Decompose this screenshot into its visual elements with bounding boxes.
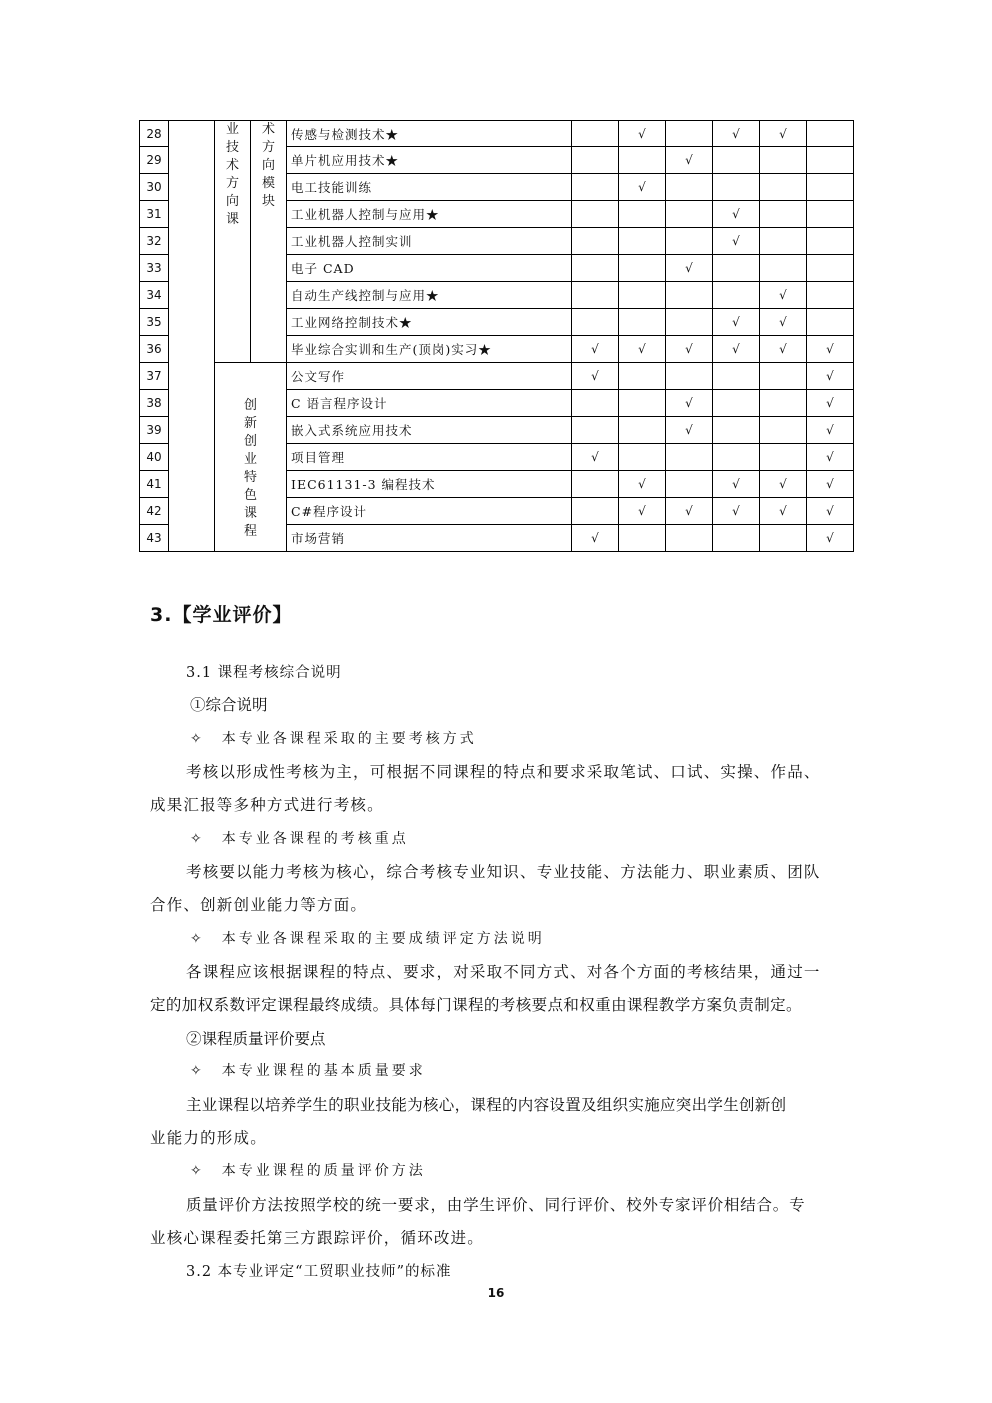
- row-number-cell: 37: [140, 363, 169, 390]
- group-label-direction-module-char: 术: [261, 122, 275, 137]
- check-mark-cell: √: [666, 417, 713, 444]
- empty-cell: [619, 282, 666, 309]
- subsection-3-1-title: 3.1 课程考核综合说明: [186, 665, 342, 681]
- section-heading: 3.【学业评价】: [150, 604, 293, 626]
- course-name-cell: 工业机器人控制实训: [287, 228, 572, 255]
- empty-cell: [572, 417, 619, 444]
- empty-cell: [807, 147, 854, 174]
- course-name-cell: 电工技能训练: [287, 174, 572, 201]
- paragraph-2-line-2: 合作、创新创业能力等方面。: [150, 896, 368, 914]
- group-label-innovation-char: 特: [243, 470, 257, 485]
- diamond-point-3: ✧ 本专业各课程采取的主要成绩评定方法说明: [190, 931, 545, 947]
- check-mark-cell: √: [619, 498, 666, 525]
- empty-cell: [666, 282, 713, 309]
- check-mark-cell: √: [807, 417, 854, 444]
- diamond-point-4: ✧ 本专业课程的基本质量要求: [190, 1063, 426, 1079]
- course-name-cell: 毕业综合实训和生产(顶岗)实习★: [287, 336, 572, 363]
- empty-cell: [713, 282, 760, 309]
- paragraph-1-line-1: 考核以形成性考核为主，可根据不同课程的特点和要求采取笔试、口试、实操、作品、: [186, 763, 821, 781]
- course-matrix-table: [139, 120, 854, 552]
- check-mark-cell: √: [572, 525, 619, 552]
- row-number-cell: 40: [140, 444, 169, 471]
- group-label-direction-module: [251, 121, 287, 363]
- group-label-direction-module-char: 模: [261, 176, 275, 191]
- check-mark-cell: √: [619, 471, 666, 498]
- row-number-cell: 28: [140, 121, 169, 147]
- empty-cell: [760, 417, 807, 444]
- course-name-cell: 公文写作: [287, 363, 572, 390]
- group-label-innovation-char: 新: [243, 416, 257, 431]
- empty-cell: [760, 444, 807, 471]
- paragraph-4-line-2: 业能力的形成。: [150, 1129, 267, 1147]
- empty-cell: [760, 147, 807, 174]
- empty-cell: [666, 471, 713, 498]
- check-mark-cell: √: [760, 309, 807, 336]
- paragraph-4-line-1: 主业课程以培养学生的职业技能为核心，课程的内容设置及组织实施应突出学生创新创: [186, 1096, 787, 1114]
- paragraph-3-line-1: 各课程应该根据课程的特点、要求，对采取不同方式、对各个方面的考核结果，通过一: [186, 963, 821, 981]
- check-mark-cell: √: [713, 336, 760, 363]
- empty-cell: [760, 255, 807, 282]
- empty-cell: [572, 498, 619, 525]
- item-1-title: ①综合说明: [190, 696, 268, 714]
- check-mark-cell: √: [666, 390, 713, 417]
- paragraph-5-line-1: 质量评价方法按照学校的统一要求，由学生评价、同行评价、校外专家评价相结合。专: [186, 1196, 806, 1214]
- table-row: [140, 363, 854, 390]
- check-mark-cell: √: [760, 498, 807, 525]
- row-number-cell: 33: [140, 255, 169, 282]
- empty-cell: [713, 255, 760, 282]
- row-number-cell: 42: [140, 498, 169, 525]
- check-mark-cell: √: [760, 336, 807, 363]
- empty-cell: [619, 363, 666, 390]
- empty-cell: [619, 390, 666, 417]
- check-mark-cell: √: [666, 498, 713, 525]
- check-mark-cell: √: [713, 201, 760, 228]
- group-label-innovation-char: 程: [243, 524, 257, 539]
- empty-cell: [619, 444, 666, 471]
- group-label-direction-module-char: 向: [261, 158, 275, 173]
- group-label-direction-module-char: 块: [261, 194, 275, 209]
- check-mark-cell: √: [572, 363, 619, 390]
- empty-cell: [760, 174, 807, 201]
- course-name-cell: 工业机器人控制与应用★: [287, 201, 572, 228]
- empty-cell: [713, 174, 760, 201]
- check-mark-cell: √: [807, 471, 854, 498]
- row-number-cell: 39: [140, 417, 169, 444]
- row-number-cell: 38: [140, 390, 169, 417]
- empty-cell: [807, 309, 854, 336]
- empty-cell: [760, 201, 807, 228]
- empty-cell: [666, 363, 713, 390]
- course-name-cell: 嵌入式系统应用技术: [287, 417, 572, 444]
- empty-cell: [713, 417, 760, 444]
- group-label-innovation-char: 业: [243, 452, 257, 467]
- empty-cell: [666, 201, 713, 228]
- group-label-tech-direction-char: 术: [225, 158, 239, 173]
- row-number-cell: 34: [140, 282, 169, 309]
- check-mark-cell: √: [760, 121, 807, 147]
- course-name-cell: 市场营销: [287, 525, 572, 552]
- check-mark-cell: √: [807, 444, 854, 471]
- check-mark-cell: √: [760, 471, 807, 498]
- empty-cell: [713, 390, 760, 417]
- empty-cell: [619, 525, 666, 552]
- empty-cell: [807, 174, 854, 201]
- empty-cell: [666, 309, 713, 336]
- empty-cell: [760, 363, 807, 390]
- empty-cell: [760, 228, 807, 255]
- group-label-tech-direction-char: 向: [225, 194, 239, 209]
- empty-cell: [619, 228, 666, 255]
- empty-cell: [619, 201, 666, 228]
- course-name-cell: C#程序设计: [287, 498, 572, 525]
- course-name-cell: 工业网络控制技术★: [287, 309, 572, 336]
- table-row: [140, 121, 854, 147]
- empty-cell: [807, 201, 854, 228]
- course-name-cell: C 语言程序设计: [287, 390, 572, 417]
- group-label-direction-module-char: 方: [261, 140, 275, 155]
- empty-cell: [572, 255, 619, 282]
- group-label-tech-direction: [215, 121, 251, 363]
- check-mark-cell: √: [713, 121, 760, 147]
- row-number-cell: 43: [140, 525, 169, 552]
- group-label-tech-direction-char: 技: [225, 140, 239, 155]
- course-name-cell: 电子 CAD: [287, 255, 572, 282]
- check-mark-cell: √: [619, 121, 666, 147]
- group-label-innovation-char: 创: [243, 398, 257, 413]
- row-number-cell: 35: [140, 309, 169, 336]
- empty-cell: [760, 390, 807, 417]
- check-mark-cell: √: [807, 363, 854, 390]
- check-mark-cell: √: [572, 444, 619, 471]
- group-label-tech-direction-char: 方: [225, 176, 239, 191]
- diamond-point-2: ✧ 本专业各课程的考核重点: [190, 831, 409, 847]
- check-mark-cell: √: [619, 174, 666, 201]
- group-label-innovation-char: 创: [243, 434, 257, 449]
- empty-cell: [619, 255, 666, 282]
- empty-cell: [666, 525, 713, 552]
- empty-cell: [666, 174, 713, 201]
- empty-cell: [572, 309, 619, 336]
- empty-cell: [619, 147, 666, 174]
- item-2-title: ②课程质量评价要点: [186, 1030, 326, 1048]
- check-mark-cell: √: [807, 498, 854, 525]
- paragraph-1-line-2: 成果汇报等多种方式进行考核。: [150, 796, 384, 814]
- group-label-innovation-char: 色: [243, 488, 257, 503]
- diamond-point-1: ✧ 本专业各课程采取的主要考核方式: [190, 731, 477, 747]
- empty-cell: [619, 309, 666, 336]
- empty-cell: [619, 417, 666, 444]
- empty-cell: [572, 282, 619, 309]
- row-number-cell: 30: [140, 174, 169, 201]
- course-name-cell: IEC61131-3 编程技术: [287, 471, 572, 498]
- course-name-cell: 传感与检测技术★: [287, 121, 572, 147]
- empty-cell: [807, 228, 854, 255]
- group-label-innovation-char: 课: [243, 506, 257, 521]
- check-mark-cell: √: [666, 255, 713, 282]
- subsection-3-2-title: 3.2 本专业评定“工贸职业技师”的标准: [186, 1264, 452, 1280]
- check-mark-cell: √: [807, 525, 854, 552]
- check-mark-cell: √: [807, 336, 854, 363]
- group-label-innovation: [215, 363, 287, 552]
- group-label-tech-direction-char: 业: [225, 122, 239, 137]
- category-cell-blank: [169, 121, 215, 552]
- empty-cell: [713, 147, 760, 174]
- check-mark-cell: √: [760, 282, 807, 309]
- empty-cell: [666, 121, 713, 147]
- empty-cell: [572, 471, 619, 498]
- empty-cell: [572, 121, 619, 147]
- row-number-cell: 31: [140, 201, 169, 228]
- empty-cell: [572, 228, 619, 255]
- paragraph-2-line-1: 考核要以能力考核为核心，综合考核专业知识、专业技能、方法能力、职业素质、团队: [186, 863, 821, 881]
- course-name-cell: 单片机应用技术★: [287, 147, 572, 174]
- row-number-cell: 29: [140, 147, 169, 174]
- course-name-cell: 自动生产线控制与应用★: [287, 282, 572, 309]
- empty-cell: [807, 282, 854, 309]
- page-number: 16: [487, 1286, 505, 1300]
- empty-cell: [760, 525, 807, 552]
- row-number-cell: 41: [140, 471, 169, 498]
- empty-cell: [666, 228, 713, 255]
- empty-cell: [572, 390, 619, 417]
- empty-cell: [572, 147, 619, 174]
- paragraph-3-line-2: 定的加权系数评定课程最终成绩。具体每门课程的考核要点和权重由课程教学方案负责制定。: [150, 996, 802, 1014]
- group-label-tech-direction-char: 课: [225, 212, 239, 227]
- check-mark-cell: √: [666, 336, 713, 363]
- empty-cell: [572, 174, 619, 201]
- empty-cell: [713, 444, 760, 471]
- check-mark-cell: √: [572, 336, 619, 363]
- paragraph-5-line-2: 业核心课程委托第三方跟踪评价，循环改进。: [150, 1229, 485, 1247]
- empty-cell: [713, 363, 760, 390]
- empty-cell: [572, 201, 619, 228]
- check-mark-cell: √: [619, 336, 666, 363]
- check-mark-cell: √: [713, 228, 760, 255]
- check-mark-cell: √: [713, 471, 760, 498]
- check-mark-cell: √: [713, 309, 760, 336]
- row-number-cell: 36: [140, 336, 169, 363]
- empty-cell: [713, 525, 760, 552]
- empty-cell: [807, 121, 854, 147]
- course-name-cell: 项目管理: [287, 444, 572, 471]
- diamond-point-5: ✧ 本专业课程的质量评价方法: [190, 1163, 426, 1179]
- check-mark-cell: √: [713, 498, 760, 525]
- check-mark-cell: √: [666, 147, 713, 174]
- empty-cell: [807, 255, 854, 282]
- empty-cell: [666, 444, 713, 471]
- check-mark-cell: √: [807, 390, 854, 417]
- row-number-cell: 32: [140, 228, 169, 255]
